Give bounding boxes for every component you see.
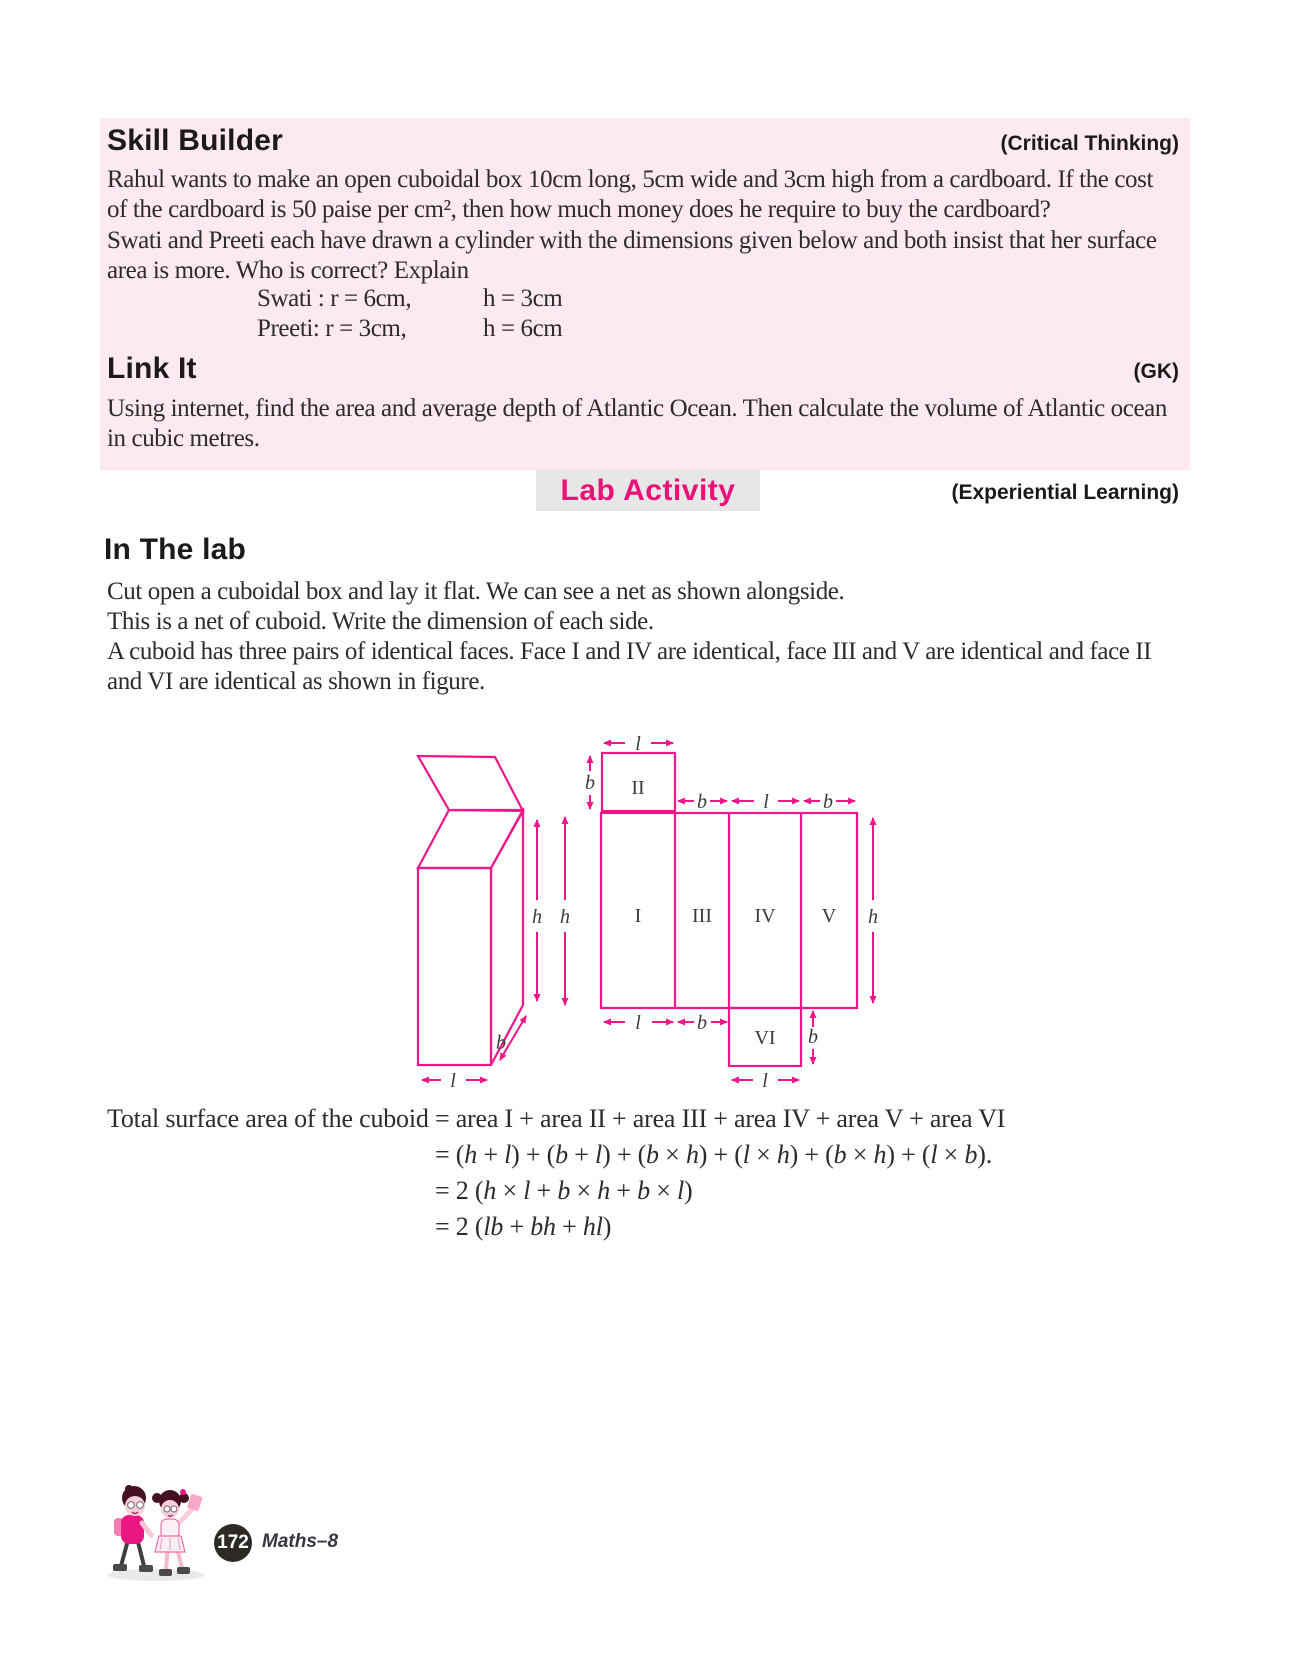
net-iv-l-label: l [763, 791, 769, 813]
cuboid-breadth-label: b [496, 1032, 506, 1054]
surface-area-derivation [107, 1101, 1187, 1245]
face-iv-label: IV [754, 905, 776, 927]
net-vi-b-label: b [808, 1026, 818, 1048]
formula-line-1: Total surface area of the cuboid = area I + area II + area III + area IV + area V + area VI [107, 1104, 1006, 1133]
lab-instruction-3: A cuboid has three pairs of identical faces. Face I and IV are identical, face III and V are identical and face II and VI are identical as shown in figure. [107, 638, 1152, 695]
formula-line-4: = 2 (lb + bh + hl) [435, 1212, 612, 1241]
swati-radius: Swati : r = 6cm, [257, 285, 412, 312]
page-number-badge [214, 1524, 252, 1562]
preeti-height: h = 6cm [483, 315, 563, 342]
preeti-radius: Preeti: r = 3cm, [257, 315, 407, 342]
net-bottom-b-label: b [697, 1012, 707, 1034]
link-it-question: Using internet, find the area and average depth of Atlantic Ocean. Then calculate the volume of Atlantic ocean in cubic metres. [107, 395, 1167, 452]
swati-height: h = 3cm [483, 285, 563, 312]
cuboid-net-diagram [380, 690, 890, 1095]
swati-dimensions [257, 285, 562, 313]
net-top-l-label: l [635, 733, 641, 755]
net-bottom-l-label: l [635, 1012, 641, 1034]
skill-builder-question-2: Swati and Preeti each have drawn a cylinder with the dimensions given below and both insist that her surface area is more. Who is correct? Explain [107, 227, 1157, 284]
skill-builder-heading: Skill Builder [107, 124, 283, 157]
lab-instruction-1: Cut open a cuboidal box and lay it flat. We can see a net as shown alongside. [107, 578, 845, 605]
face-ii-label: II [631, 777, 645, 799]
net-iii-b-label: b [697, 791, 707, 813]
net-left-h-label: h [560, 906, 570, 928]
experiential-learning-tag: (Experiential Learning) [951, 481, 1179, 504]
face-vi-label: VI [754, 1027, 776, 1049]
cuboid-net-drawing [560, 733, 878, 1092]
face-v-label: V [821, 905, 837, 927]
cuboid-height-label: h [532, 906, 542, 928]
net-v-b-label: b [823, 791, 833, 813]
link-it-heading: Link It [107, 352, 197, 385]
book-title: Maths–8 [262, 1531, 339, 1552]
formula-line-2: = (h + l) + (b + l) + (b × h) + (l × h) + (b × h) + (l × b). [435, 1140, 993, 1169]
net-vi-l-label: l [762, 1070, 768, 1092]
critical-thinking-tag: (Critical Thinking) [1000, 132, 1179, 155]
open-cuboid-drawing [418, 756, 542, 1092]
formula-line-3: = 2 (h × l + b × h + b × l) [435, 1176, 693, 1205]
lab-instruction-2: This is a net of cuboid. Write the dimension of each side. [107, 608, 654, 635]
page-number: 172 [217, 1532, 249, 1553]
skill-builder-question-1: Rahul wants to make an open cuboidal box 10cm long, 5cm wide and 3cm high from a cardboard. If the cost of the cardboard is 50 paise per cm², then how much money does he require to buy the cardboard? [107, 166, 1154, 223]
girl-figure [152, 1489, 203, 1576]
in-the-lab-heading: In The lab [104, 533, 247, 566]
face-i-label: I [634, 905, 642, 927]
lab-activity-banner-label: Lab Activity [560, 473, 736, 507]
boy-figure [113, 1485, 153, 1572]
preeti-dimensions [257, 315, 562, 343]
gk-tag: (GK) [1133, 360, 1179, 383]
net-right-h-label: h [868, 906, 878, 928]
cuboid-length-label: l [450, 1070, 456, 1092]
face-iii-label: III [692, 905, 712, 927]
net-left-b-label: b [585, 772, 595, 794]
